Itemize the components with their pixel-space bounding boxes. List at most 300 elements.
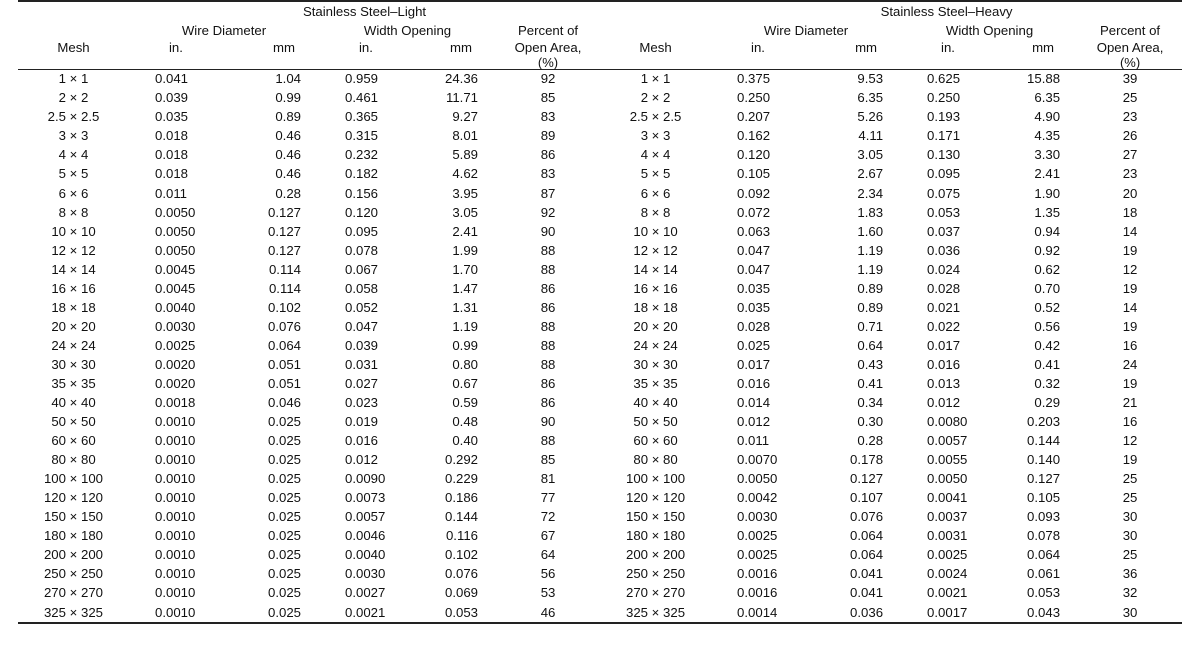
cell-opening-mm-light: 0.102	[444, 547, 478, 563]
cell-opening-mm-light: 5.89	[452, 147, 478, 163]
cell-wire-in-light: 0.041	[155, 71, 189, 87]
cell-wire-mm-heavy: 0.064	[850, 547, 884, 563]
table-row	[18, 356, 1182, 375]
cell-opening-mm-light: 0.053	[414, 603, 496, 623]
cell-opening-mm-light: 0.48	[452, 414, 478, 430]
cell-opening-mm-heavy: 0.42	[1034, 337, 1061, 353]
cell-opening-in-light: 0.0030	[345, 566, 386, 582]
cell-wire-mm-light: 0.025	[267, 452, 301, 468]
cell-wire-in-heavy: 0.017	[737, 356, 771, 372]
cell-opening-mm-heavy: 0.061	[1027, 566, 1061, 582]
table-row	[18, 413, 1182, 432]
cell-wire-mm-heavy: 0.076	[850, 509, 884, 525]
cell-opening-mm-light: 0.229	[444, 471, 478, 487]
cell-wire-mm-light: 0.46	[275, 147, 301, 163]
cell-mesh-heavy: 1 × 1	[640, 71, 671, 87]
cell-percent-heavy: 25	[1122, 547, 1138, 563]
group-header-heavy: Stainless Steel–Heavy	[711, 1, 1182, 22]
header-spacer	[224, 56, 319, 70]
cell-opening-in-heavy: 0.0021	[927, 585, 968, 601]
cell-percent-heavy: 26	[1122, 128, 1138, 144]
cell-wire-in-heavy: 0.162	[737, 128, 771, 144]
cell-mesh-light: 250 × 250	[43, 566, 104, 582]
cell-wire-mm-heavy: 4.11	[858, 128, 884, 144]
cell-wire-mm-heavy: 0.041	[850, 585, 884, 601]
cell-percent-light: 53	[540, 585, 556, 601]
cell-mesh-heavy: 6 × 6	[640, 185, 671, 201]
cell-opening-mm-light: 2.41	[452, 223, 478, 239]
cell-percent-heavy: 24	[1122, 356, 1138, 372]
cell-opening-in-light: 0.019	[345, 414, 379, 430]
cell-wire-in-light: 0.039	[155, 90, 189, 106]
cell-percent-heavy: 21	[1122, 395, 1138, 411]
cell-opening-in-light: 0.023	[345, 395, 379, 411]
cell-percent-heavy: 30	[1122, 528, 1138, 544]
cell-wire-in-light: 0.0010	[155, 528, 196, 544]
cell-wire-in-heavy: 0.014	[737, 395, 771, 411]
cell-mesh-heavy: 2.5 × 2.5	[629, 109, 682, 125]
cell-wire-mm-heavy: 0.178	[850, 452, 884, 468]
cell-percent-light: 46	[496, 603, 600, 623]
cell-opening-in-light: 0.959	[345, 71, 379, 87]
cell-opening-in-heavy: 0.016	[927, 356, 961, 372]
cell-wire-mm-heavy: 1.83	[857, 204, 884, 220]
cell-opening-mm-heavy: 0.144	[1027, 433, 1061, 449]
cell-opening-in-heavy: 0.024	[927, 261, 961, 277]
cell-wire-mm-light: 0.025	[267, 547, 301, 563]
cell-wire-in-light: 0.0010	[155, 509, 196, 525]
cell-mesh-light: 120 × 120	[43, 490, 104, 506]
percent-header-light-line2: Open Area,	[514, 40, 582, 55]
header-spacer	[996, 56, 1078, 70]
cell-mesh-light: 150 × 150	[43, 509, 104, 525]
cell-opening-in-heavy: 0.0031	[927, 528, 968, 544]
cell-wire-mm-heavy: 5.26	[857, 109, 884, 125]
cell-opening-in-light: 0.315	[345, 128, 379, 144]
cell-mesh-heavy: 20 × 20	[633, 318, 678, 334]
cell-opening-mm-heavy: 15.88	[1027, 71, 1061, 87]
cell-opening-mm-light: 0.116	[445, 528, 478, 544]
cell-wire-in-heavy: 0.0025	[737, 547, 778, 563]
cell-percent-heavy: 20	[1122, 185, 1138, 201]
cell-wire-mm-light: 0.025	[267, 585, 301, 601]
header-spacer	[600, 56, 711, 70]
cell-percent-light: 92	[540, 204, 556, 220]
cell-mesh-heavy: 80 × 80	[633, 452, 678, 468]
cell-opening-mm-heavy: 2.41	[1034, 166, 1061, 182]
header-spacer	[414, 56, 496, 70]
cell-wire-mm-heavy: 0.89	[857, 299, 884, 315]
cell-percent-light: 67	[540, 528, 556, 544]
cell-opening-in-light: 0.067	[345, 261, 379, 277]
table-row	[18, 546, 1182, 565]
wire-diameter-header-light: Wire Diameter	[181, 23, 267, 38]
cell-percent-light: 85	[540, 452, 556, 468]
cell-mesh-heavy: 30 × 30	[633, 356, 678, 372]
cell-opening-in-heavy: 0.0024	[927, 566, 968, 582]
cell-wire-mm-light: 0.025	[267, 566, 301, 582]
mesh-header-light: Mesh	[57, 40, 90, 55]
cell-wire-mm-light: 0.114	[268, 280, 301, 296]
cell-opening-in-heavy: 0.095	[927, 166, 961, 182]
cell-opening-in-light: 0.0073	[345, 490, 386, 506]
width-opening-header-heavy: Width Opening	[945, 23, 1034, 38]
unit-in-header: in.	[169, 40, 183, 55]
cell-wire-in-light: 0.0050	[155, 204, 196, 220]
cell-percent-light: 81	[540, 471, 556, 487]
cell-opening-mm-light: 3.95	[452, 185, 478, 201]
cell-opening-mm-heavy: 0.127	[1027, 471, 1061, 487]
cell-wire-mm-heavy: 0.28	[857, 433, 884, 449]
header-spacer	[600, 1, 711, 22]
cell-wire-mm-light: 0.064	[267, 337, 301, 353]
cell-wire-mm-heavy: 0.43	[857, 356, 884, 372]
table-row	[18, 280, 1182, 299]
cell-wire-mm-light: 0.051	[267, 356, 301, 372]
unit-in-header: in.	[751, 40, 765, 55]
cell-wire-in-heavy: 0.047	[737, 242, 771, 258]
cell-wire-mm-heavy: 0.64	[857, 337, 884, 353]
cell-percent-light: 85	[540, 90, 556, 106]
cell-wire-in-heavy: 0.0025	[737, 528, 778, 544]
cell-opening-mm-light: 0.069	[444, 585, 478, 601]
cell-wire-in-heavy: 0.0016	[737, 566, 778, 582]
cell-opening-mm-heavy: 0.32	[1034, 375, 1061, 391]
cell-wire-mm-heavy: 0.30	[857, 414, 884, 430]
cell-wire-in-heavy: 0.011	[737, 433, 770, 449]
cell-mesh-light: 325 × 325	[18, 603, 129, 623]
cell-mesh-heavy: 50 × 50	[633, 414, 678, 430]
cell-wire-in-light: 0.0010	[155, 566, 196, 582]
cell-wire-in-heavy: 0.035	[737, 280, 771, 296]
cell-mesh-heavy: 14 × 14	[633, 261, 678, 277]
cell-wire-mm-light: 0.025	[224, 603, 319, 623]
cell-wire-in-heavy: 0.072	[737, 204, 771, 220]
cell-wire-mm-heavy: 3.05	[857, 147, 884, 163]
cell-wire-in-heavy: 0.375	[737, 71, 771, 87]
table-row	[18, 222, 1182, 241]
header-spacer	[18, 1, 129, 22]
cell-opening-in-light: 0.078	[345, 242, 379, 258]
cell-mesh-heavy: 5 × 5	[640, 166, 671, 182]
cell-percent-heavy: 18	[1122, 204, 1138, 220]
cell-mesh-heavy: 18 × 18	[633, 299, 678, 315]
cell-wire-mm-light: 0.127	[267, 204, 301, 220]
cell-wire-in-heavy: 0.063	[737, 223, 771, 239]
cell-opening-mm-heavy: 3.30	[1034, 147, 1061, 163]
cell-mesh-light: 30 × 30	[51, 356, 96, 372]
cell-wire-mm-light: 0.025	[267, 414, 301, 430]
cell-opening-in-light: 0.012	[345, 452, 379, 468]
cell-wire-in-light: 0.0040	[155, 299, 196, 315]
table-row	[18, 565, 1182, 584]
cell-percent-light: 88	[540, 242, 556, 258]
cell-opening-in-light: 0.0090	[345, 471, 386, 487]
cell-wire-in-light: 0.0020	[155, 375, 196, 391]
cell-opening-mm-light: 0.67	[452, 375, 478, 391]
cell-wire-in-light: 0.0010	[155, 490, 196, 506]
cell-opening-in-heavy: 0.625	[927, 71, 961, 87]
cell-percent-light: 90	[540, 223, 556, 239]
cell-opening-in-heavy: 0.0057	[927, 433, 968, 449]
cell-percent-heavy: 19	[1122, 280, 1138, 296]
cell-opening-in-heavy: 0.0050	[927, 471, 968, 487]
cell-wire-mm-light: 0.025	[267, 509, 301, 525]
cell-opening-mm-heavy: 6.35	[1034, 90, 1061, 106]
cell-wire-in-heavy: 0.0042	[737, 490, 778, 506]
cell-wire-mm-light: 0.28	[275, 185, 301, 201]
table-row	[18, 470, 1182, 489]
cell-mesh-light: 24 × 24	[51, 337, 96, 353]
cell-wire-mm-heavy: 0.036	[806, 603, 901, 623]
cell-wire-in-light: 0.0010	[155, 433, 196, 449]
cell-wire-in-light: 0.0010	[155, 585, 196, 601]
cell-percent-heavy: 14	[1122, 299, 1138, 315]
cell-percent-light: 88	[540, 318, 556, 334]
cell-percent-heavy: 12	[1122, 261, 1138, 277]
cell-opening-in-light: 0.120	[345, 204, 379, 220]
table-row	[18, 489, 1182, 508]
cell-opening-in-light: 0.0040	[345, 547, 386, 563]
cell-wire-in-heavy: 0.028	[737, 318, 771, 334]
cell-opening-mm-light: 9.27	[452, 109, 478, 125]
cell-mesh-heavy: 3 × 3	[640, 128, 671, 144]
cell-percent-light: 86	[540, 280, 556, 296]
cell-wire-mm-light: 0.127	[267, 242, 301, 258]
cell-opening-in-heavy: 0.0041	[927, 490, 968, 506]
cell-percent-light: 83	[540, 109, 556, 125]
cell-opening-in-heavy: 0.0017	[901, 603, 996, 623]
cell-wire-mm-light: 0.127	[267, 223, 301, 239]
cell-mesh-light: 40 × 40	[51, 395, 96, 411]
cell-wire-in-heavy: 0.0016	[737, 585, 778, 601]
cell-percent-light: 83	[540, 166, 556, 182]
header-spacer	[901, 56, 996, 70]
header-spacer	[129, 56, 224, 70]
cell-mesh-light: 4 × 4	[58, 147, 89, 163]
cell-opening-mm-light: 0.144	[444, 509, 478, 525]
cell-wire-mm-heavy: 0.34	[857, 395, 884, 411]
cell-percent-heavy: 19	[1122, 452, 1138, 468]
unit-mm-header: mm	[1032, 40, 1055, 55]
cell-wire-in-light: 0.0030	[155, 318, 196, 334]
table-row	[18, 299, 1182, 318]
cell-wire-in-heavy: 0.207	[737, 109, 771, 125]
cell-mesh-light: 60 × 60	[51, 433, 96, 449]
table-row	[18, 146, 1182, 165]
cell-opening-in-light: 0.027	[345, 375, 379, 391]
cell-wire-in-heavy: 0.035	[737, 299, 771, 315]
cell-percent-heavy: 12	[1122, 433, 1138, 449]
cell-opening-mm-light: 1.19	[452, 318, 478, 334]
cell-percent-light: 88	[540, 356, 556, 372]
cell-wire-mm-heavy: 2.67	[857, 166, 884, 182]
cell-wire-in-light: 0.0045	[155, 261, 196, 277]
cell-mesh-light: 10 × 10	[51, 223, 96, 239]
cell-opening-in-heavy: 0.021	[927, 299, 961, 315]
cell-wire-mm-light: 0.076	[267, 318, 301, 334]
table-row	[18, 108, 1182, 127]
cell-mesh-light: 80 × 80	[51, 452, 96, 468]
cell-opening-in-light: 0.0027	[345, 585, 386, 601]
cell-wire-mm-heavy: 1.19	[857, 261, 884, 277]
table-body	[18, 70, 1182, 624]
cell-wire-mm-heavy: 0.41	[857, 375, 884, 391]
cell-wire-mm-heavy: 0.107	[850, 490, 884, 506]
cell-opening-in-light: 0.0021	[319, 603, 414, 623]
cell-opening-mm-heavy: 0.56	[1034, 318, 1061, 334]
cell-opening-in-heavy: 0.0080	[927, 414, 968, 430]
cell-wire-in-heavy: 0.0014	[711, 603, 806, 623]
cell-opening-mm-light: 4.62	[452, 166, 478, 182]
table-row	[18, 70, 1182, 90]
cell-wire-mm-heavy: 0.89	[857, 280, 884, 296]
unit-mm-header: mm	[855, 40, 878, 55]
cell-opening-mm-light: 24.36	[444, 71, 478, 87]
cell-opening-mm-heavy: 0.70	[1034, 280, 1061, 296]
cell-wire-in-light: 0.018	[155, 147, 189, 163]
cell-opening-mm-light: 0.99	[452, 337, 478, 353]
cell-percent-heavy: 30	[1122, 509, 1138, 525]
cell-wire-in-heavy: 0.105	[737, 166, 771, 182]
mesh-header-heavy: Mesh	[639, 40, 672, 55]
cell-percent-light: 89	[540, 128, 556, 144]
cell-wire-in-light: 0.0020	[155, 356, 196, 372]
table-row	[18, 184, 1182, 203]
table-row	[18, 508, 1182, 527]
cell-wire-in-heavy: 0.0070	[737, 452, 778, 468]
cell-mesh-light: 14 × 14	[51, 261, 96, 277]
cell-opening-in-heavy: 0.193	[927, 109, 961, 125]
cell-opening-mm-heavy: 0.093	[1027, 509, 1061, 525]
cell-percent-light: 90	[540, 414, 556, 430]
cell-percent-heavy: 23	[1122, 166, 1138, 182]
table-row	[18, 584, 1182, 603]
cell-percent-heavy: 36	[1122, 566, 1138, 582]
cell-percent-heavy: 39	[1122, 71, 1138, 87]
cell-mesh-light: 8 × 8	[58, 204, 89, 220]
cell-mesh-light: 16 × 16	[51, 280, 96, 296]
cell-opening-in-light: 0.0046	[345, 528, 386, 544]
cell-opening-mm-light: 0.292	[444, 452, 478, 468]
cell-opening-mm-light: 0.59	[452, 395, 478, 411]
cell-percent-light: 92	[540, 71, 556, 87]
cell-opening-in-heavy: 0.075	[927, 185, 961, 201]
cell-mesh-heavy: 60 × 60	[633, 433, 678, 449]
cell-wire-in-light: 0.018	[155, 166, 189, 182]
cell-opening-mm-heavy: 0.053	[1027, 585, 1061, 601]
cell-opening-mm-heavy: 0.078	[1027, 528, 1061, 544]
cell-percent-heavy: 19	[1122, 375, 1138, 391]
cell-opening-mm-heavy: 4.90	[1034, 109, 1061, 125]
cell-wire-in-light: 0.0010	[155, 547, 196, 563]
cell-wire-mm-heavy: 2.34	[857, 185, 884, 201]
cell-opening-in-heavy: 0.037	[927, 223, 961, 239]
cell-wire-mm-light: 0.025	[267, 490, 301, 506]
cell-opening-in-heavy: 0.053	[927, 204, 961, 220]
cell-percent-light: 88	[540, 433, 556, 449]
cell-wire-mm-heavy: 0.127	[850, 471, 884, 487]
cell-wire-in-light: 0.0045	[155, 280, 196, 296]
cell-wire-in-heavy: 0.0050	[737, 471, 778, 487]
cell-wire-mm-light: 0.051	[267, 375, 301, 391]
header-spacer	[319, 56, 414, 70]
cell-wire-mm-heavy: 6.35	[857, 90, 884, 106]
cell-wire-mm-light: 0.114	[268, 261, 301, 277]
cell-opening-mm-light: 1.70	[452, 261, 478, 277]
cell-mesh-light: 3 × 3	[58, 128, 89, 144]
table-row	[18, 241, 1182, 260]
cell-wire-mm-light: 1.04	[275, 71, 301, 87]
table-header	[18, 1, 1182, 70]
table-row	[18, 603, 1182, 623]
cell-opening-in-heavy: 0.017	[927, 337, 961, 353]
percent-header-heavy-line3: (%)	[1078, 56, 1182, 70]
cell-wire-in-light: 0.0010	[155, 414, 196, 430]
cell-mesh-heavy: 325 × 325	[600, 603, 711, 623]
cell-mesh-heavy: 270 × 270	[626, 585, 686, 601]
mesh-specification-table	[18, 0, 1182, 624]
cell-mesh-heavy: 250 × 250	[626, 566, 686, 582]
cell-mesh-heavy: 200 × 200	[626, 547, 686, 563]
cell-mesh-heavy: 10 × 10	[633, 223, 678, 239]
cell-mesh-heavy: 35 × 35	[633, 375, 678, 391]
cell-opening-in-heavy: 0.012	[927, 395, 961, 411]
cell-wire-in-heavy: 0.250	[737, 90, 771, 106]
cell-wire-in-heavy: 0.025	[737, 337, 771, 353]
cell-opening-in-light: 0.461	[345, 90, 379, 106]
cell-mesh-light: 18 × 18	[51, 299, 96, 315]
cell-opening-in-heavy: 0.0055	[927, 452, 968, 468]
table-row	[18, 127, 1182, 146]
cell-wire-in-heavy: 0.047	[737, 261, 771, 277]
cell-mesh-heavy: 40 × 40	[633, 395, 678, 411]
cell-mesh-light: 180 × 180	[43, 528, 104, 544]
cell-opening-in-light: 0.232	[345, 147, 379, 163]
table-row	[18, 260, 1182, 279]
cell-wire-mm-light: 0.46	[275, 166, 301, 182]
cell-mesh-light: 100 × 100	[43, 471, 104, 487]
percent-header-light-line1: Percent of	[517, 23, 579, 38]
cell-wire-mm-heavy: 0.064	[850, 528, 884, 544]
header-spacer	[600, 22, 711, 39]
cell-opening-mm-heavy: 0.203	[1027, 414, 1061, 430]
cell-opening-in-light: 0.095	[345, 223, 379, 239]
cell-percent-heavy: 30	[1078, 603, 1182, 623]
cell-opening-mm-heavy: 4.35	[1034, 128, 1061, 144]
mesh-table-container	[18, 0, 1182, 624]
percent-header-heavy-line1: Percent of	[1099, 23, 1161, 38]
cell-mesh-heavy: 2 × 2	[640, 90, 671, 106]
cell-opening-mm-light: 0.186	[444, 490, 478, 506]
cell-mesh-light: 270 × 270	[43, 585, 104, 601]
cell-mesh-light: 2 × 2	[58, 90, 89, 106]
percent-header-heavy-line2: Open Area,	[1096, 40, 1164, 55]
header-spacer	[18, 22, 129, 39]
cell-wire-mm-light: 0.99	[275, 90, 301, 106]
cell-percent-light: 86	[540, 395, 556, 411]
cell-opening-in-light: 0.0057	[345, 509, 386, 525]
width-opening-header-light: Width Opening	[363, 23, 452, 38]
cell-percent-heavy: 16	[1122, 414, 1138, 430]
cell-mesh-heavy: 12 × 12	[633, 242, 678, 258]
cell-percent-light: 77	[540, 490, 556, 506]
cell-percent-light: 86	[540, 299, 556, 315]
cell-mesh-heavy: 180 × 180	[626, 528, 686, 544]
cell-opening-in-heavy: 0.171	[927, 128, 961, 144]
cell-opening-mm-light: 1.31	[452, 299, 478, 315]
cell-wire-in-light: 0.0018	[155, 395, 196, 411]
